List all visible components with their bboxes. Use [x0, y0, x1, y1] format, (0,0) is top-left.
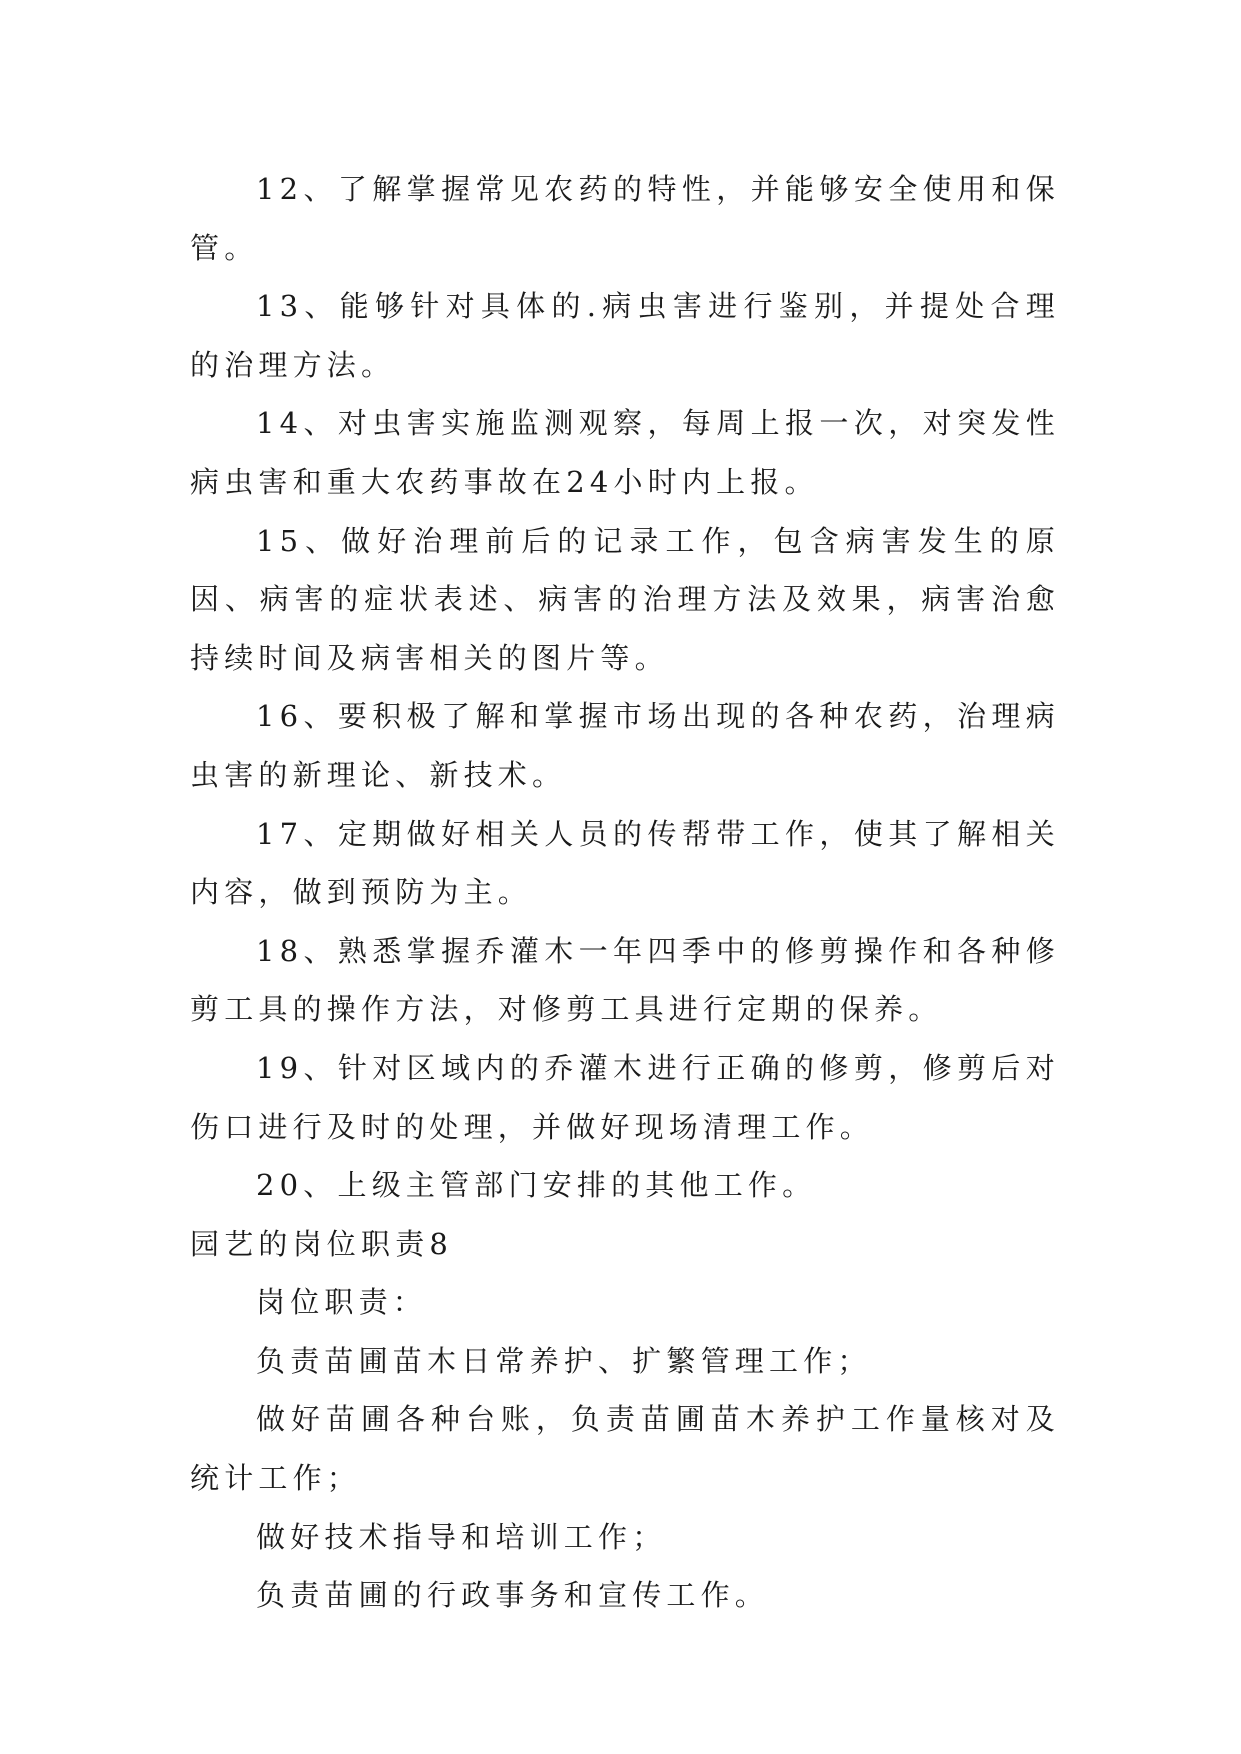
duty-item: 做好苗圃各种台账，负责苗圃苗木养护工作量核对及统计工作； — [190, 1402, 1060, 1496]
paragraph-item-13: 13、能够针对具体的.病虫害进行鉴别，并提处合理的治理方法。 — [190, 289, 1060, 382]
paragraph-item-18: 18、熟悉掌握乔灌木一年四季中的修剪操作和各种修剪工具的操作方法，对修剪工具进行定期的保养。 — [190, 933, 1060, 1027]
paragraph-item-20: 20、上级主管部门安排的其他工作。 — [256, 1168, 817, 1203]
section-heading: 园艺的岗位职责8 — [190, 1226, 454, 1261]
paragraph-item-15: 15、做好治理前后的记录工作，包含病害发生的原因、病害的症状表述、病害的治理方法及效果，病害治愈持续时间及病害相关的图片等。 — [190, 523, 1060, 675]
duty-item: 负责苗圃的行政事务和宣传工作。 — [256, 1578, 770, 1613]
paragraph-item-12: 12、了解掌握常见农药的特性，并能够安全使用和保管。 — [190, 172, 1060, 265]
paragraph-item-17: 17、定期做好相关人员的传帮带工作，使其了解相关内容，做到预防为主。 — [190, 816, 1060, 910]
duty-item: 做好技术指导和培训工作； — [256, 1519, 667, 1554]
document-body — [190, 160, 1060, 1625]
section-label: 岗位职责： — [256, 1285, 428, 1320]
paragraph-item-16: 16、要积极了解和掌握市场出现的各种农药，治理病虫害的新理论、新技术。 — [190, 699, 1060, 792]
paragraph-item-19: 19、针对区域内的乔灌木进行正确的修剪，修剪后对伤口进行及时的处理，并做好现场清理工作。 — [190, 1050, 1060, 1144]
paragraph-item-14: 14、对虫害实施监测观察，每周上报一次，对突发性病虫害和重大农药事故在24小时内上报。 — [190, 406, 1060, 499]
duty-item: 负责苗圃苗木日常养护、扩繁管理工作； — [256, 1343, 872, 1378]
